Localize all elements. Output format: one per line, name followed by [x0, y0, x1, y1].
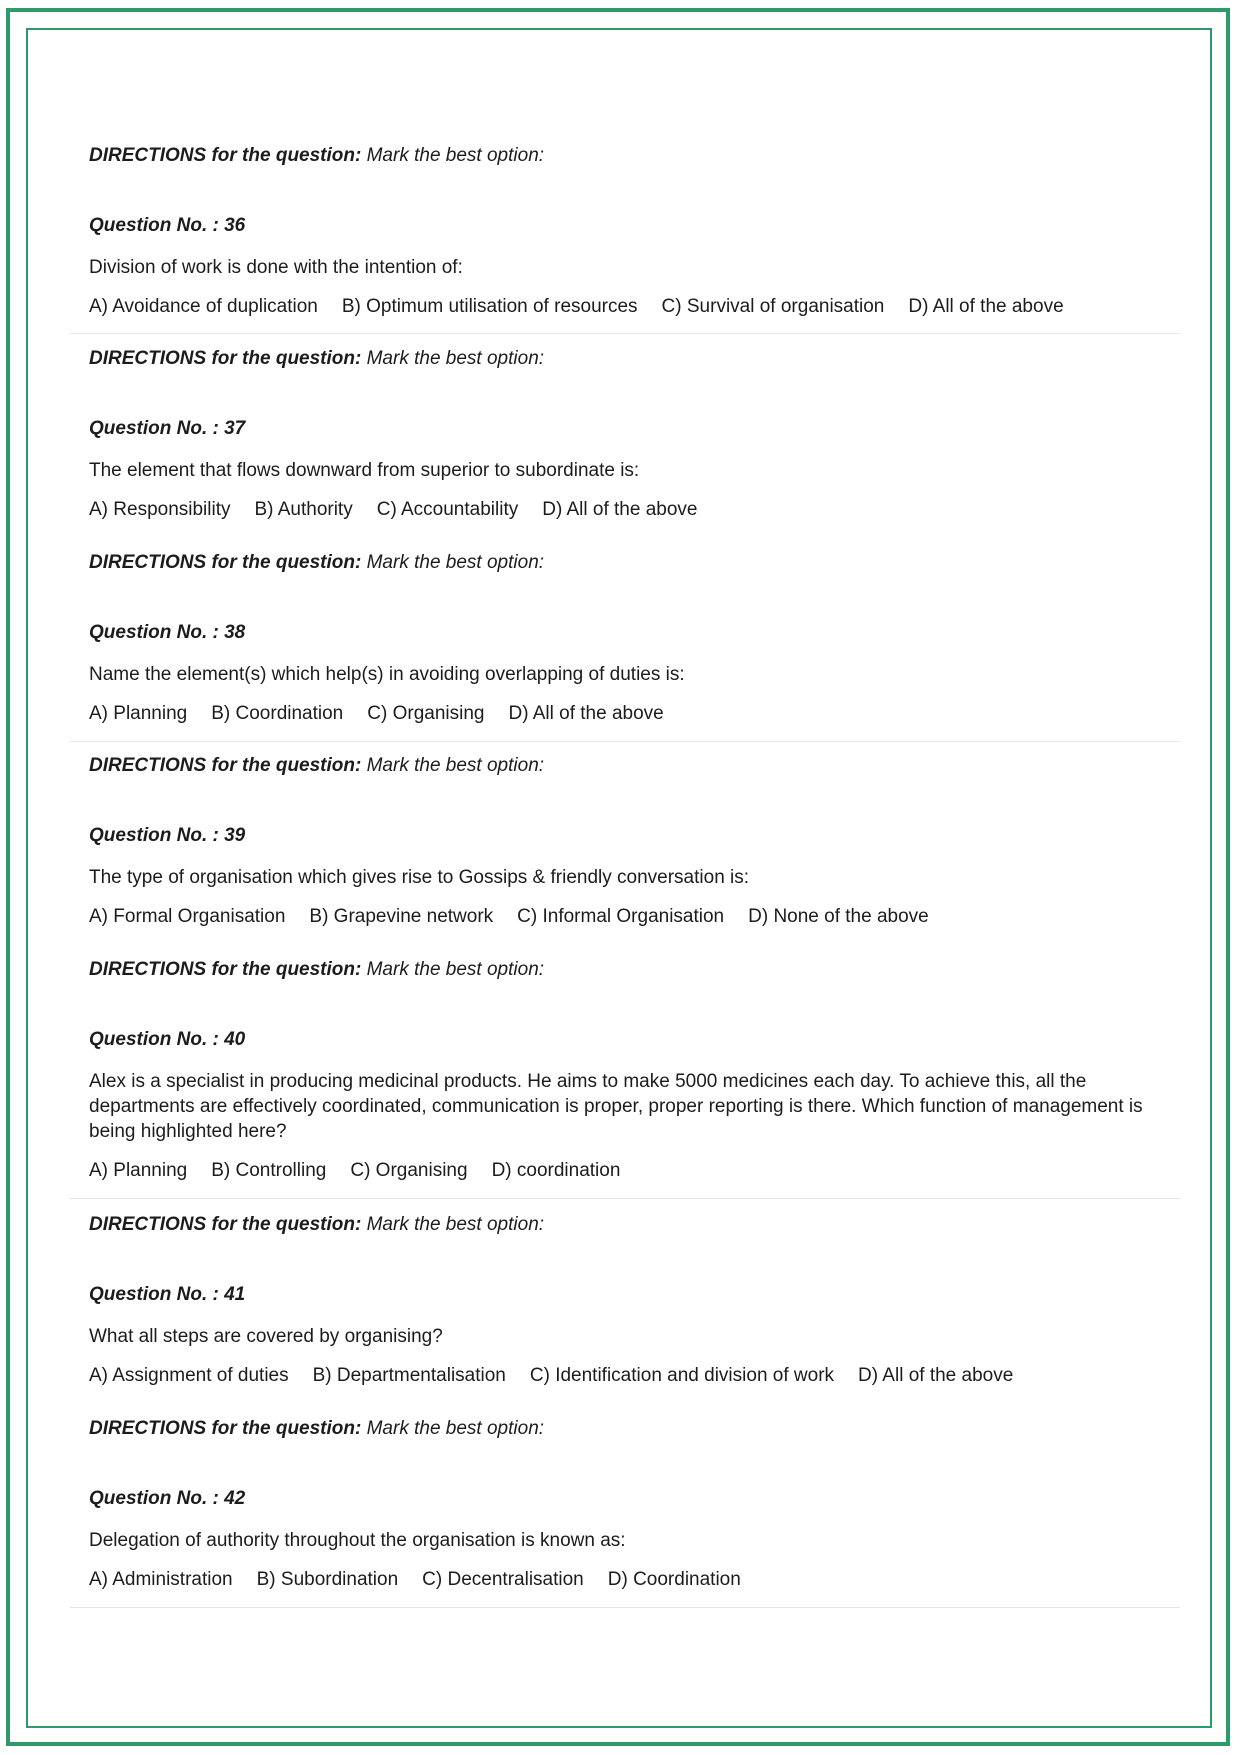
option-c[interactable]: C) Survival of organisation — [661, 296, 885, 317]
question-text: Division of work is done with the intention of: — [89, 257, 463, 278]
option-a[interactable]: A) Formal Organisation — [89, 906, 286, 927]
options-row — [89, 1365, 1169, 1387]
question-text: The type of organisation which gives rise to Gossips & friendly conversation is: — [89, 867, 750, 888]
question-text: Delegation of authority throughout the organisation is known as: — [89, 1530, 626, 1551]
option-b[interactable]: B) Authority — [254, 499, 353, 520]
question-block-39 — [89, 755, 1169, 928]
question-text: What all steps are covered by organising? — [89, 1326, 443, 1347]
question-block-40 — [89, 959, 1169, 1182]
directions-line: DIRECTIONS for the question: Mark the best option: — [89, 348, 545, 369]
separator — [70, 741, 1180, 742]
option-b[interactable]: B) Controlling — [211, 1160, 327, 1181]
option-a[interactable]: A) Assignment of duties — [89, 1365, 289, 1386]
option-d[interactable]: D) All of the above — [858, 1365, 1014, 1386]
option-d[interactable]: D) All of the above — [908, 296, 1064, 317]
options-row — [89, 703, 1169, 725]
question-number: Question No. : 42 — [89, 1488, 246, 1509]
option-c[interactable]: C) Informal Organisation — [517, 906, 725, 927]
separator — [70, 1607, 1180, 1608]
option-b[interactable]: B) Subordination — [256, 1569, 399, 1590]
option-a[interactable]: A) Administration — [89, 1569, 233, 1590]
option-c[interactable]: C) Identification and division of work — [529, 1365, 835, 1386]
option-b[interactable]: B) Coordination — [211, 703, 344, 724]
question-text: The element that flows downward from superior to subordinate is: — [89, 460, 640, 481]
question-block-37 — [89, 348, 1169, 521]
option-a[interactable]: A) Responsibility — [89, 499, 231, 520]
directions-line: DIRECTIONS for the question: Mark the best option: — [89, 959, 545, 980]
option-d[interactable]: D) All of the above — [508, 703, 664, 724]
options-row — [89, 1160, 1169, 1182]
question-number: Question No. : 39 — [89, 825, 246, 846]
question-number: Question No. : 37 — [89, 418, 246, 439]
option-d[interactable]: D) All of the above — [542, 499, 698, 520]
option-c[interactable]: C) Organising — [367, 703, 485, 724]
question-block-42 — [89, 1418, 1169, 1591]
options-row — [89, 1569, 1169, 1591]
question-number: Question No. : 41 — [89, 1284, 246, 1305]
option-d[interactable]: D) None of the above — [748, 906, 929, 927]
question-number: Question No. : 36 — [89, 215, 246, 236]
option-c[interactable]: C) Decentralisation — [422, 1569, 584, 1590]
options-row — [89, 906, 1169, 928]
question-text: Name the element(s) which help(s) in avoiding overlapping of duties is: — [89, 664, 685, 685]
options-row — [89, 296, 1169, 318]
directions-line: DIRECTIONS for the question: Mark the best option: — [89, 1214, 545, 1235]
question-block-38 — [89, 552, 1169, 725]
question-block-36 — [89, 145, 1169, 318]
question-number: Question No. : 38 — [89, 622, 246, 643]
option-d[interactable]: D) coordination — [491, 1160, 621, 1181]
option-d[interactable]: D) Coordination — [607, 1569, 741, 1590]
option-c[interactable]: C) Organising — [350, 1160, 468, 1181]
option-b[interactable]: B) Departmentalisation — [312, 1365, 506, 1386]
question-number: Question No. : 40 — [89, 1029, 246, 1050]
option-c[interactable]: C) Accountability — [376, 499, 519, 520]
option-a[interactable]: A) Avoidance of duplication — [89, 296, 318, 317]
option-a[interactable]: A) Planning — [89, 703, 188, 724]
question-text: Alex is a specialist in producing medicinal products. He aims to make 5000 medicines each day. To achieve this, all the departments are effectively coordinated, communication is proper, proper reporting is there. Which function of management is being highlighted here? — [89, 1071, 1143, 1142]
options-row — [89, 499, 1169, 521]
question-block-41 — [89, 1214, 1169, 1387]
directions-line: DIRECTIONS for the question: Mark the best option: — [89, 755, 545, 776]
directions-line: DIRECTIONS for the question: Mark the best option: — [89, 1418, 545, 1439]
option-a[interactable]: A) Planning — [89, 1160, 188, 1181]
directions-line: DIRECTIONS for the question: Mark the best option: — [89, 145, 545, 166]
directions-line: DIRECTIONS for the question: Mark the best option: — [89, 552, 545, 573]
option-b[interactable]: B) Optimum utilisation of resources — [341, 296, 638, 317]
separator — [70, 333, 1180, 334]
option-b[interactable]: B) Grapevine network — [309, 906, 494, 927]
separator — [70, 1198, 1180, 1199]
